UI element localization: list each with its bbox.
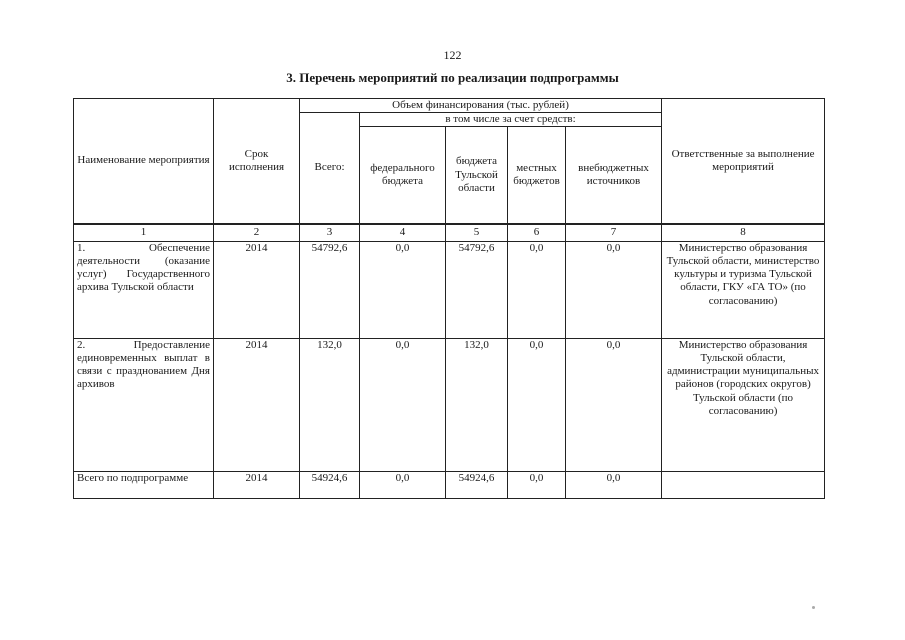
activity-federal: 0,0 <box>360 241 446 338</box>
header-regional: бюджета Тульской области <box>446 127 508 224</box>
activity-name: 2. Предоставление единовременных выплат в связи с празднованием Дня архивов <box>74 338 214 471</box>
total-total: 54924,6 <box>300 471 360 498</box>
section-title: 3. Перечень мероприятий по реализации подпрограммы <box>286 70 619 85</box>
column-number: 4 <box>360 224 446 242</box>
header-term: Срок исполнения <box>214 99 300 224</box>
table-row <box>74 338 825 471</box>
activity-extra: 0,0 <box>566 241 662 338</box>
activity-term: 2014 <box>214 241 300 338</box>
activity-local: 0,0 <box>508 338 566 471</box>
total-name: Всего по подпрограмме <box>74 471 214 498</box>
total-local: 0,0 <box>508 471 566 498</box>
activity-local: 0,0 <box>508 241 566 338</box>
header-name: Наименование мероприятия <box>74 99 214 224</box>
activity-total: 132,0 <box>300 338 360 471</box>
column-number: 7 <box>566 224 662 242</box>
column-number: 2 <box>214 224 300 242</box>
total-term: 2014 <box>214 471 300 498</box>
activity-regional: 54792,6 <box>446 241 508 338</box>
header-local: местных бюджетов <box>508 127 566 224</box>
total-responsible <box>662 471 825 498</box>
column-number: 8 <box>662 224 825 242</box>
column-number: 6 <box>508 224 566 242</box>
activity-extra: 0,0 <box>566 338 662 471</box>
activity-term: 2014 <box>214 338 300 471</box>
header-federal: федерального бюджета <box>360 127 446 224</box>
header-extra: внебюджетных источников <box>566 127 662 224</box>
activity-responsible: Министерство образования Тульской области, администрации муниципальных районов (городских округов) Тульской области (по согласованию) <box>662 338 825 471</box>
column-number: 3 <box>300 224 360 242</box>
column-number-row <box>74 224 825 242</box>
header-sources-group: в том числе за счет средств: <box>360 113 662 127</box>
table-row <box>74 241 825 338</box>
total-regional: 54924,6 <box>446 471 508 498</box>
header-total: Всего: <box>300 113 360 224</box>
program-activities-table <box>73 98 825 499</box>
activity-regional: 132,0 <box>446 338 508 471</box>
header-responsible: Ответственные за выполнение мероприятий <box>662 99 825 224</box>
total-extra: 0,0 <box>566 471 662 498</box>
total-federal: 0,0 <box>360 471 446 498</box>
column-number: 1 <box>74 224 214 242</box>
total-row <box>74 471 825 498</box>
activity-responsible: Министерство образования Тульской области, министерство культуры и туризма Тульской области, ГКУ «ГА ТО» (по согласованию) <box>662 241 825 338</box>
header-funding-group: Объем финансирования (тыс. рублей) <box>300 99 662 113</box>
page-number: 122 <box>443 48 462 62</box>
column-number: 5 <box>446 224 508 242</box>
activity-total: 54792,6 <box>300 241 360 338</box>
scan-speck <box>812 606 815 609</box>
activity-name: 1. Обеспечение деятельности (оказание услуг) Государственного архива Тульской области <box>74 241 214 338</box>
activity-federal: 0,0 <box>360 338 446 471</box>
